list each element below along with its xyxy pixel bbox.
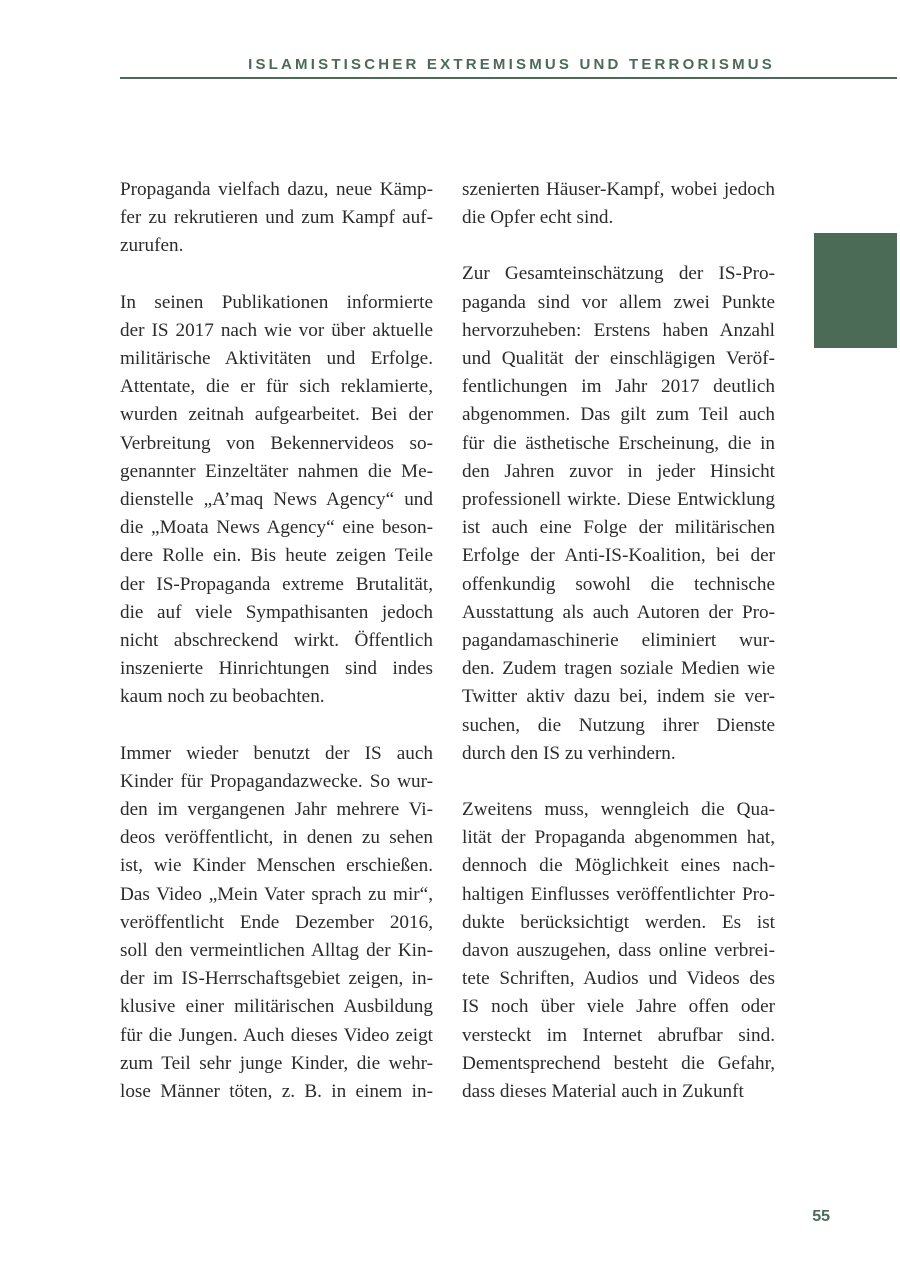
text-line: Attentate, die er für sich reklamierte, — [120, 376, 433, 398]
text-line: Verbreitung von Bekennervideos so- — [120, 432, 433, 454]
text-line: fentlichungen im Jahr 2017 deutlich — [462, 376, 775, 398]
left-paragraph — [120, 289, 433, 712]
text-line: dere Rolle ein. Bis heute zeigen Teile — [120, 545, 433, 567]
left-paragraph — [120, 740, 433, 1107]
text-line: pagandamaschinerie eliminiert wur- — [462, 630, 775, 652]
text-line: Ausstattung als auch Autoren der Pro- — [462, 601, 775, 623]
text-line: haltigen Einflusses veröffentlichter Pro- — [462, 883, 775, 905]
text-line: szenierten Häuser-Kampf, wobei jedoch — [462, 179, 775, 200]
running-header — [120, 56, 897, 79]
left-paragraph — [120, 176, 433, 261]
text-line: die auf viele Sympathisanten jedoch — [120, 601, 433, 623]
text-line: kaum noch zu beobachten. — [120, 686, 325, 708]
text-line: zum Teil sehr junge Kinder, die wehr- — [120, 1052, 433, 1074]
text-line: deos veröffentlicht, in denen zu sehen — [120, 827, 433, 849]
text-line: der IS-Propaganda extreme Brutalität, — [120, 573, 433, 595]
text-line: Dementsprechend besteht die Gefahr, — [462, 1052, 775, 1074]
text-line: soll den vermeintlichen Alltag der Kin- — [120, 940, 433, 962]
text-line: militärische Aktivitäten und Erfolge. — [120, 348, 433, 370]
text-line: inszenierte Hinrichtungen sind indes — [120, 658, 433, 680]
text-line: Twitter aktiv dazu bei, indem sie ver- — [462, 686, 775, 708]
text-line: ist, wie Kinder Menschen erschießen. — [120, 855, 433, 877]
text-line: lität der Propaganda abgenommen hat, — [462, 827, 775, 849]
chapter-thumb-tab — [814, 233, 897, 348]
text-line: veröffentlicht Ende Dezember 2016, — [120, 911, 433, 933]
text-line: versteckt im Internet abrufbar sind. — [462, 1024, 775, 1046]
text-line: nicht abschreckend wirkt. Öffentlich — [120, 630, 433, 652]
text-line: dienstelle „A’maq News Agency“ und — [120, 489, 433, 511]
text-line: offenkundig sowohl die technische — [462, 573, 775, 595]
right-text-column — [462, 176, 775, 1134]
right-paragraph — [462, 260, 775, 768]
text-line: In seinen Publikationen informierte — [120, 291, 433, 313]
text-line: dennoch die Möglichkeit eines nach- — [462, 855, 775, 877]
text-line: die Opfer echt sind. — [462, 207, 614, 229]
text-line: Das Video „Mein Vater sprach zu mir“, — [120, 883, 433, 905]
text-line: dukte berücksichtigt werden. Es ist — [462, 911, 775, 933]
text-line: Zweitens muss, wenngleich die Qua- — [462, 799, 775, 821]
text-line: der IS 2017 nach wie vor über aktuelle — [120, 319, 433, 341]
text-line: professionell wirkte. Diese Entwicklung — [462, 489, 775, 511]
right-paragraph — [462, 796, 775, 1106]
text-line: Erfolge der Anti-IS-Koalition, bei der — [462, 545, 775, 567]
text-line: suchen, die Nutzung ihrer Dienste — [462, 714, 775, 736]
text-line: für die Jungen. Auch dieses Video zeigt — [120, 1024, 433, 1046]
text-line: Zur Gesamteinschätzung der IS-Pro- — [462, 263, 775, 285]
text-line: den Jahren zuvor in jeder Hinsicht — [462, 460, 775, 482]
text-line: und Qualität der einschlägigen Veröf- — [462, 348, 775, 370]
text-line: den im vergangenen Jahr mehrere Vi- — [120, 799, 433, 821]
text-line: Kinder für Propagandazwecke. So wur- — [120, 770, 433, 792]
text-line: Immer wieder benutzt der IS auch — [120, 742, 433, 764]
text-line: Propaganda vielfach dazu, neue Kämp- — [120, 179, 433, 200]
text-line: wurden zeitnah aufgearbeitet. Bei der — [120, 404, 433, 426]
running-header-title: ISLAMISTISCHER EXTREMISMUS UND TERRORISMUS — [248, 56, 775, 73]
text-line: den. Zudem tragen soziale Medien wie — [462, 658, 775, 680]
text-line: klusive einer militärischen Ausbildung — [120, 996, 433, 1018]
right-paragraph — [462, 176, 775, 232]
text-line: durch den IS zu verhindern. — [462, 742, 676, 764]
text-line: zurufen. — [120, 235, 184, 257]
text-line: dass dieses Material auch in Zukunft — [462, 1081, 744, 1103]
text-line: tete Schriften, Audios und Videos des — [462, 968, 775, 990]
text-line: paganda sind vor allem zwei Punkte — [462, 291, 775, 313]
text-line: der im IS-Herrschaftsgebiet zeigen, in- — [120, 968, 433, 990]
left-text-column — [120, 176, 433, 1134]
page-number: 55 — [812, 1208, 830, 1225]
text-line: abgenommen. Das gilt zum Teil auch — [462, 404, 775, 426]
text-line: genannter Einzeltäter nahmen die Me- — [120, 460, 433, 482]
text-line: davon auszugehen, dass online verbrei- — [462, 940, 775, 962]
text-line: ist auch eine Folge der militärischen — [462, 517, 775, 539]
text-line: IS noch über viele Jahre offen oder — [462, 996, 775, 1018]
text-line: für die ästhetische Erscheinung, die in — [462, 432, 775, 454]
text-line: hervorzuheben: Erstens haben Anzahl — [462, 319, 775, 341]
text-line: fer zu rekrutieren und zum Kampf auf- — [120, 207, 433, 229]
text-line: lose Männer töten, z. B. in einem in- — [120, 1081, 433, 1103]
text-line: die „Moata News Agency“ eine beson- — [120, 517, 433, 539]
